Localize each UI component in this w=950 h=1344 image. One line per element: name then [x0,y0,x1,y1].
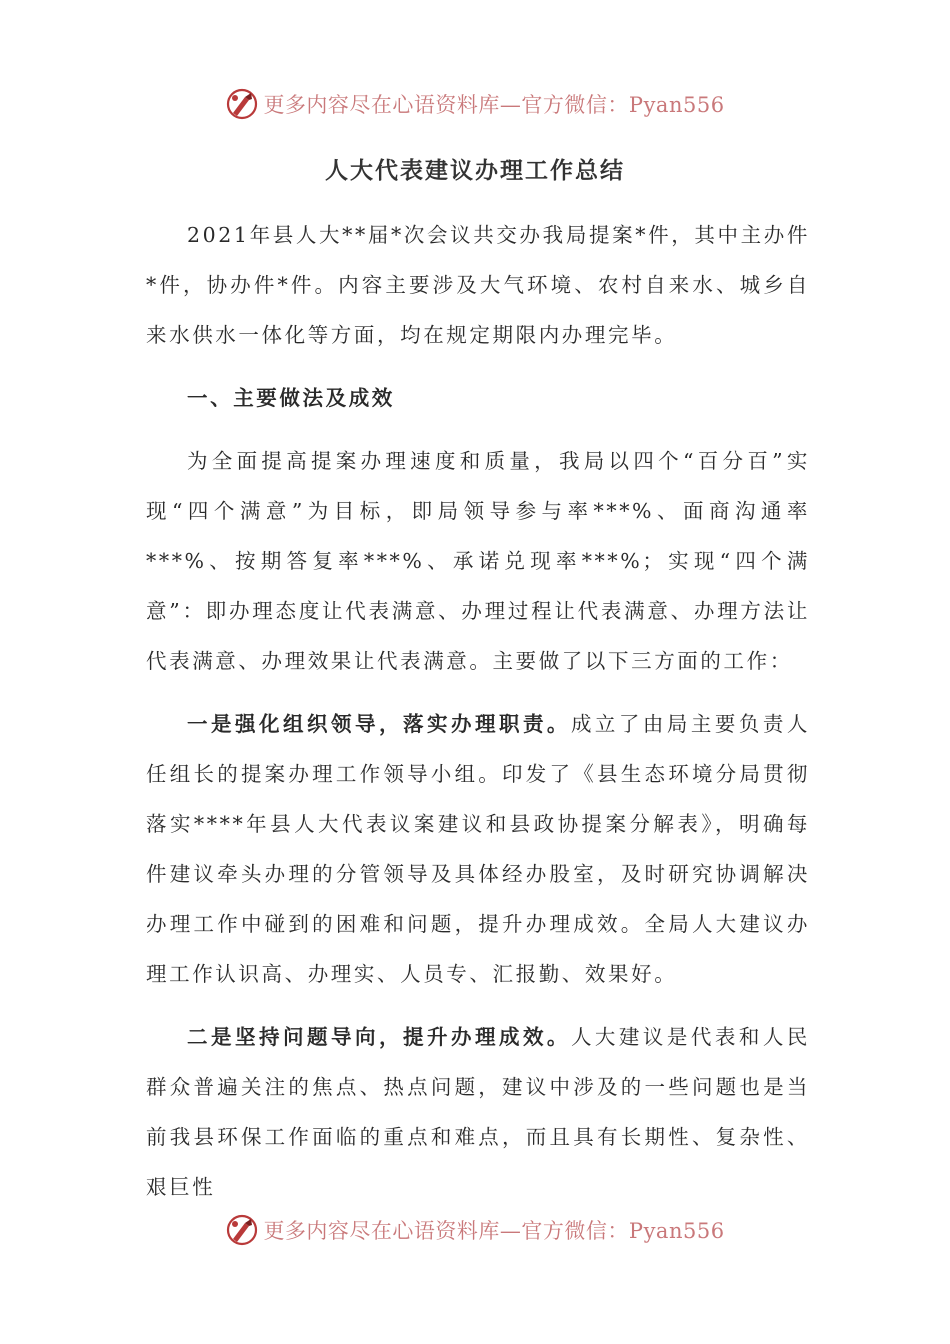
watermark-text: 更多内容尽在心语资料库—官方微信：Pyan556 [263,93,725,117]
header-watermark-banner [0,84,950,124]
watermark-text: 更多内容尽在心语资料库—官方微信：Pyan556 [263,1219,725,1243]
point-1-text: 成立了由局主要负责人任组长的提案办理工作领导小组。印发了《县生态环境分局贯彻落实****年县人大代表议案建议和县政协提案分解表》，明确每件建议牵头办理的分管领导及具体经办股室，及时研究协调解决办理工作中碰到的困难和问题，提升办理成效。全局人大建议办理工作认识高、办理实、人员专、汇报勤、效果好。 [146,712,810,986]
paragraph-point-1 [146,699,810,999]
point-2-lead: 二是坚持问题导向，提升办理成效。 [187,1025,571,1049]
paragraph-goals: 为全面提高提案办理速度和质量，我局以四个“百分百”实现“四个满意”为目标，即局领导参与率***%、面商沟通率***%、按期答复率***%、承诺兑现率***%；实现“四个满意”：即办理态度让代表满意、办理过程让代表满意、办理方法让代表满意、办理效果让代表满意。主要做了以下三方面的工作： [146,449,810,673]
paragraph-intro: 2021年县人大**届*次会议共交办我局提案*件，其中主办件*件，协办件*件。内容主要涉及大气环境、农村自来水、城乡自来水供水一体化等方面，均在规定期限内办理完毕。 [146,223,810,347]
point-2-text: 人大建议是代表和人民群众普遍关注的焦点、热点问题，建议中涉及的一些问题也是当前我县环保工作面临的重点和难点，而且具有长期性、复杂性、艰巨性 [146,1025,810,1199]
pen-nib-logo-icon [225,1213,259,1247]
paragraph-point-2 [146,1012,810,1212]
pen-nib-logo-icon [225,87,259,121]
point-1-lead: 一是强化组织领导，落实办理职责。 [187,712,571,736]
footer-watermark-banner [0,1210,950,1250]
document-title: 人大代表建议办理工作总结 [325,158,625,184]
document-body [146,210,810,1212]
section-heading: 一、主要做法及成效 [187,386,395,410]
